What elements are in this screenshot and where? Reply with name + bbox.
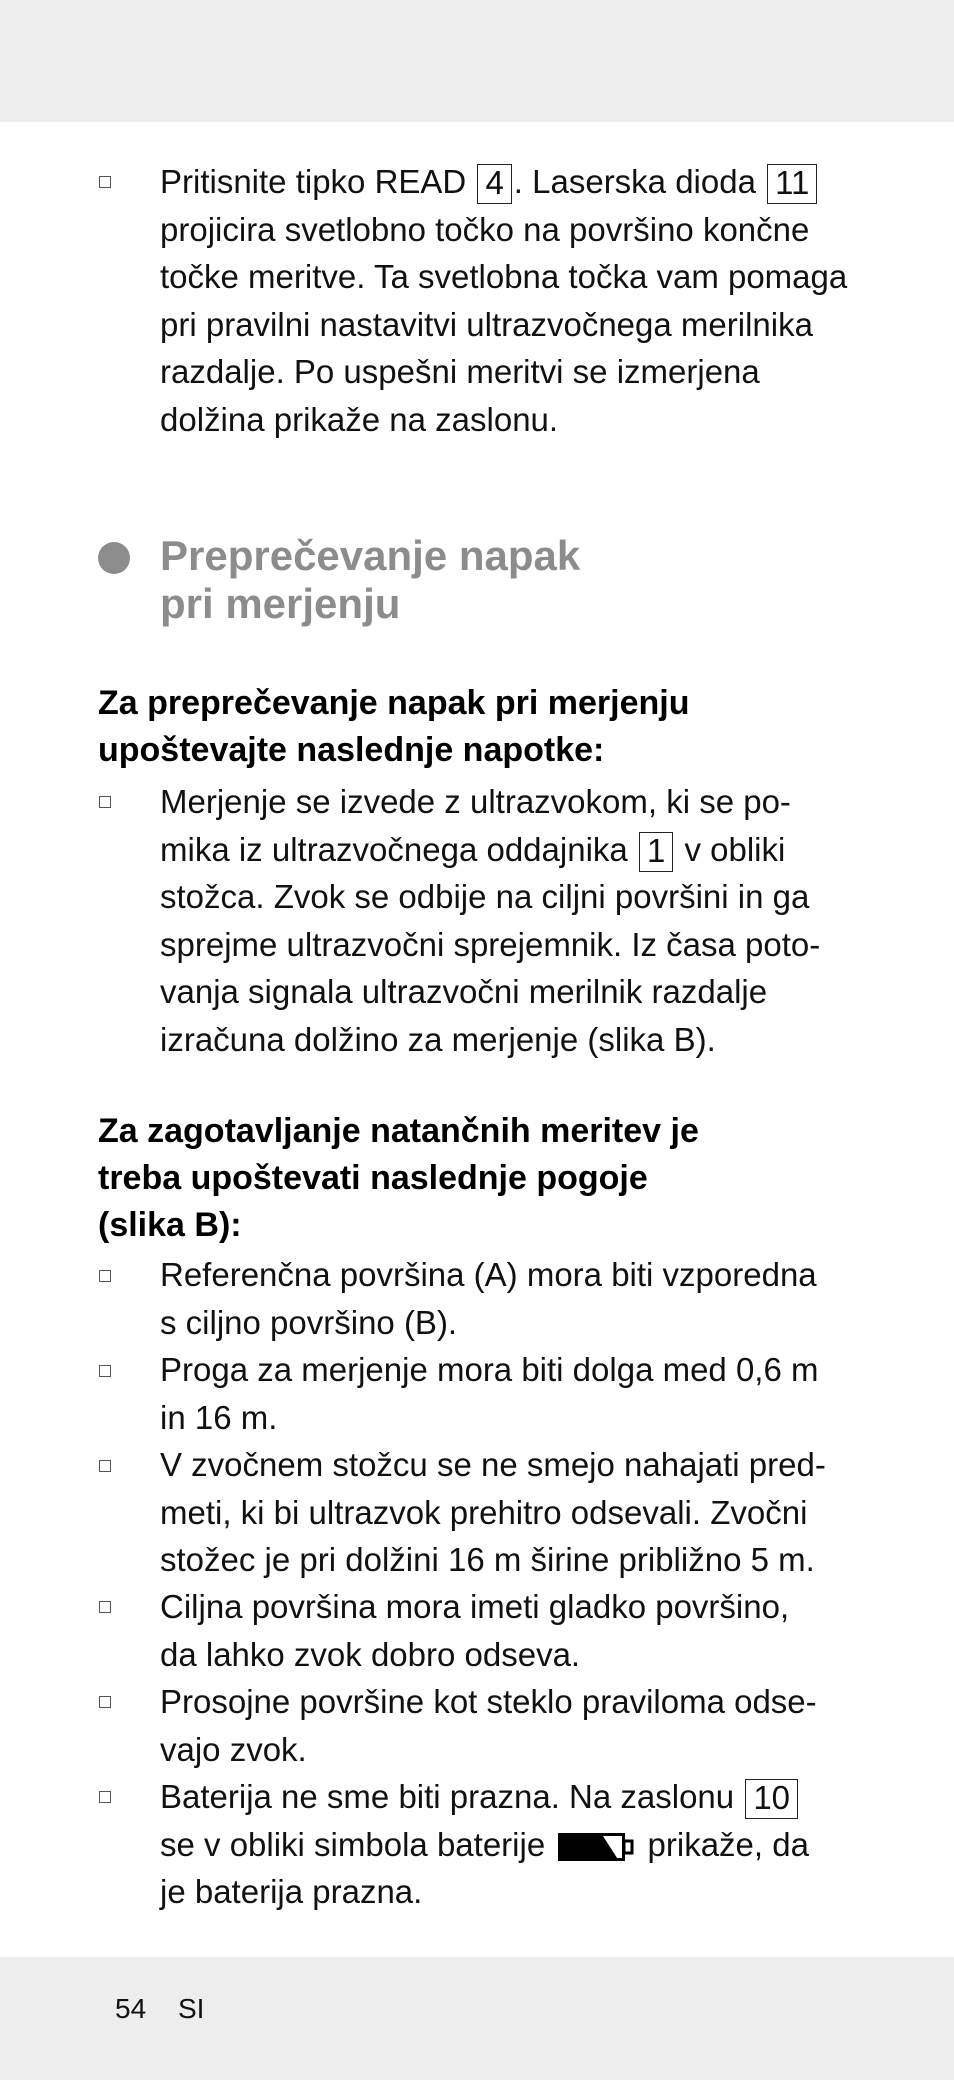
list-item: V zvočnem stožcu se ne smejo nahajati pred- meti, ki bi ultrazvok prehitro odsevali. Zvočni stožec je pri dolžini 16 m širine približno 5 m. xyxy=(160,1446,826,1578)
list-item: Proga za merjenje mora biti dolga med 0,6 m in 16 m. xyxy=(160,1351,819,1436)
subheading-errors: Za preprečevanje napak pri merjenju upoštevajte naslednje napotke: xyxy=(98,684,690,769)
bullet-square xyxy=(99,1365,111,1377)
page-number: 54 xyxy=(115,1993,147,2024)
bullet-square xyxy=(99,1601,111,1613)
paragraph-read-button: Pritisnite tipko READ 4 . Laserska dioda 11 projicira svetlobno točko na površino končne točke meritve. Ta svetlobna točka vam pomaga pri pravilni nastavitvi ultrazvočnega merilnika razdalje. Po uspešni meritvi se izmerjena dolžina prikaže na zaslonu. xyxy=(160,163,848,438)
bullet-square xyxy=(99,1791,111,1803)
ref-number-1: 1 xyxy=(639,832,673,872)
bullet-square xyxy=(99,1270,111,1282)
list-item: Referenčna površina (A) mora biti vzporedna s ciljno površino (B). xyxy=(160,1256,817,1341)
list-item: Ciljna površina mora imeti gladko površino, da lahko zvok dobro odseva. xyxy=(160,1588,790,1673)
section-heading: Preprečevanje napak pri merjenju xyxy=(160,532,581,627)
top-band xyxy=(0,0,954,122)
battery-empty-icon xyxy=(558,1833,634,1861)
bullet-square xyxy=(99,796,111,808)
bullet-square xyxy=(99,1460,111,1472)
bullet-square xyxy=(99,176,111,188)
bullet-square xyxy=(99,1696,111,1708)
list-item: Prosojne površine kot steklo praviloma odse- vajo zvok. xyxy=(160,1683,817,1768)
language-code: SI xyxy=(178,1993,205,2024)
list-item: Baterija ne sme biti prazna. Na zaslonu 10 se v obliki simbola baterije prikaže, da je baterija prazna. xyxy=(160,1778,809,1910)
ref-number-11: 11 xyxy=(767,164,817,204)
ref-number-10: 10 xyxy=(745,1779,798,1819)
ref-number-4: 4 xyxy=(477,164,511,204)
subheading-conditions: Za zagotavljanje natančnih meritev je treba upoštevati naslednje pogoje (slika B): xyxy=(98,1112,699,1244)
section-dot xyxy=(98,542,130,574)
paragraph-ultrasound: Merjenje se izvede z ultrazvokom, ki se po- mika iz ultrazvočnega oddajnika 1 v obliki stožca. Zvok se odbije na ciljni površini in ga sprejme ultrazvočni sprejemnik. Iz časa poto- vanja signala ultrazvočni merilnik razdalje izračuna dolžino za merjenje (slika B). xyxy=(160,783,821,1058)
